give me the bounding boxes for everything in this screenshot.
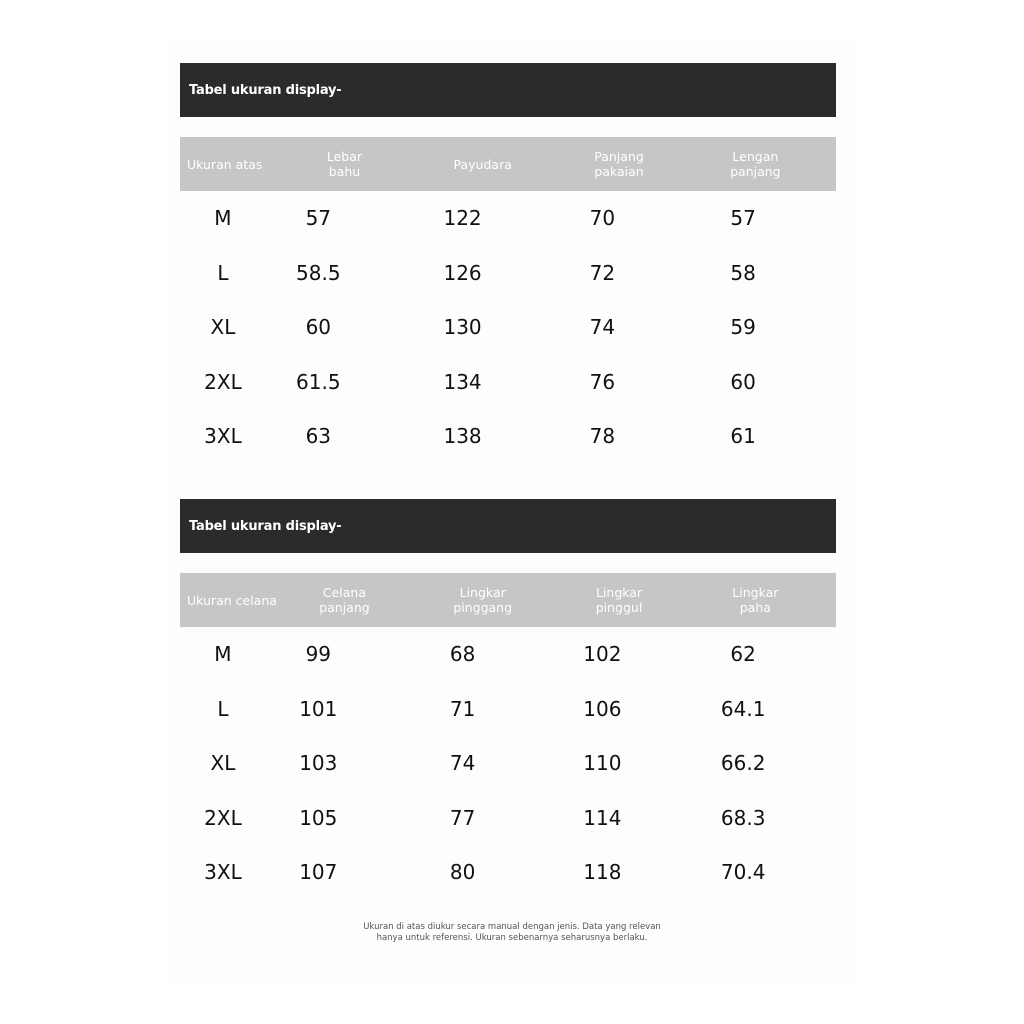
value-cell: 138 (443, 424, 482, 449)
value-cell: 101 (299, 696, 338, 721)
value-cell: 70 (589, 206, 616, 231)
size-cell: XL (210, 751, 236, 776)
top-table-header-row (180, 137, 836, 191)
value-cell: 118 (583, 860, 622, 885)
table-row (180, 191, 836, 246)
bottom-header-waist: Lingkar pinggang (453, 585, 513, 615)
disclaimer-line-2: hanya untuk referensi. Ukuran sebenarnya seharusnya berlaku. (376, 933, 648, 943)
value-cell: 77 (449, 805, 476, 830)
bottom-header-thigh: Lingkar paha (732, 585, 779, 615)
value-cell: 58 (730, 260, 756, 285)
value-cell: 99 (305, 642, 332, 667)
value-cell: 61 (730, 424, 756, 449)
value-cell: 107 (299, 860, 338, 885)
value-cell: 74 (449, 751, 476, 776)
value-cell: 80 (449, 860, 476, 885)
table-row (180, 736, 836, 791)
bottom-table-header-row (180, 573, 836, 627)
bottom-table-title: Tabel ukuran display- (180, 499, 836, 553)
size-cell: L (217, 696, 229, 721)
top-header-bust: Payudara (453, 156, 512, 172)
value-cell: 122 (443, 206, 482, 231)
top-header-size: Ukuran atas (187, 156, 263, 172)
top-header-sleeve-length: Lengan panjang (730, 149, 781, 179)
value-cell: 64.1 (720, 696, 766, 721)
table-row (180, 409, 836, 464)
disclaimer-line-1: Ukuran di atas diukur secara manual dengan jenis. Data yang relevan (363, 922, 661, 932)
value-cell: 68 (449, 642, 476, 667)
value-cell: 106 (583, 696, 622, 721)
value-cell: 70.4 (720, 860, 766, 885)
value-cell: 105 (299, 805, 338, 830)
size-cell: 3XL (204, 860, 242, 885)
value-cell: 110 (583, 751, 622, 776)
bottom-header-hip: Lingkar pinggul (595, 585, 643, 615)
value-cell: 102 (583, 642, 622, 667)
table-row (180, 246, 836, 301)
bottom-header-pants-length: Celana panjang (319, 585, 370, 615)
value-cell: 58.5 (296, 260, 341, 285)
value-cell: 59 (730, 315, 756, 340)
value-cell: 72 (589, 260, 616, 285)
table-row (180, 682, 836, 737)
value-cell: 76 (589, 369, 616, 394)
table-row (180, 355, 836, 410)
value-cell: 71 (449, 696, 476, 721)
value-cell: 103 (299, 751, 338, 776)
size-cell: M (214, 642, 232, 667)
value-cell: 126 (443, 260, 482, 285)
value-cell: 134 (443, 369, 482, 394)
top-size-table (180, 63, 836, 464)
table-row (180, 845, 836, 900)
top-header-shoulder-width: Lebar bahu (326, 149, 363, 179)
value-cell: 57 (730, 206, 756, 231)
size-cell: 2XL (204, 369, 242, 394)
table-row (180, 300, 836, 355)
size-cell: 3XL (204, 424, 242, 449)
value-cell: 66.2 (720, 751, 766, 776)
size-cell: 2XL (204, 805, 242, 830)
value-cell: 62 (730, 642, 756, 667)
value-cell: 130 (443, 315, 482, 340)
value-cell: 57 (305, 206, 332, 231)
top-table-body (180, 191, 836, 464)
value-cell: 60 (305, 315, 332, 340)
value-cell: 68.3 (720, 805, 766, 830)
table-row (180, 791, 836, 846)
bottom-size-table (180, 499, 836, 900)
disclaimer-note (300, 922, 724, 944)
value-cell: 78 (589, 424, 616, 449)
value-cell: 63 (305, 424, 332, 449)
bottom-table-body (180, 627, 836, 900)
top-table-title: Tabel ukuran display- (180, 63, 836, 117)
bottom-header-size: Ukuran celana (187, 592, 277, 608)
size-cell: XL (210, 315, 236, 340)
value-cell: 114 (583, 805, 622, 830)
value-cell: 60 (730, 369, 756, 394)
value-cell: 61.5 (296, 369, 341, 394)
size-cell: M (214, 206, 232, 231)
size-cell: L (217, 260, 229, 285)
table-row (180, 627, 836, 682)
value-cell: 74 (589, 315, 616, 340)
top-header-garment-length: Panjang pakaian (594, 149, 644, 179)
